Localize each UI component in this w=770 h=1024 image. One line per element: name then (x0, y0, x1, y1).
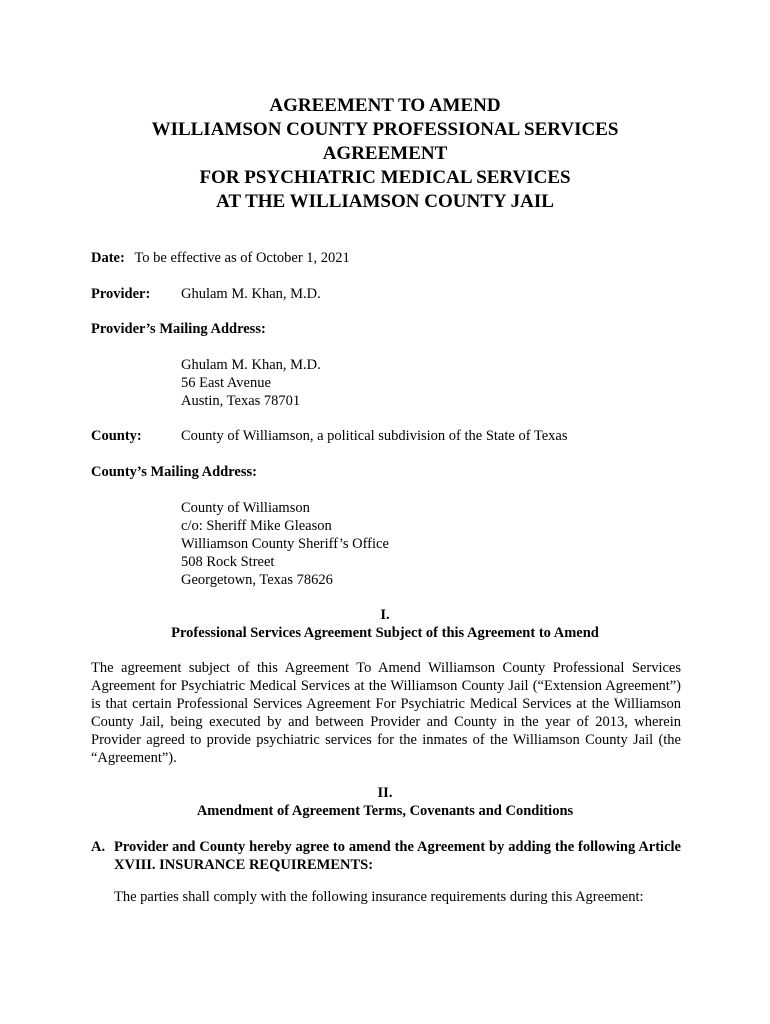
provider-address-line: Ghulam M. Khan, M.D. (181, 357, 321, 373)
title-line-2: WILLIAMSON COUNTY PROFESSIONAL SERVICES (151, 119, 619, 140)
county-address-line: 508 Rock Street (181, 554, 275, 570)
section-2-number: II. (377, 785, 393, 801)
county-address (181, 499, 389, 589)
date-label: Date: (91, 250, 125, 266)
provider-mailing-label: Provider’s Mailing Address: (91, 321, 266, 337)
item-a-followup: The parties shall comply with the following insurance requirements during this Agreement: (114, 889, 644, 905)
section-1-heading: Professional Services Agreement Subject of this Agreement to Amend (171, 625, 599, 641)
county-address-line: Williamson County Sheriff’s Office (181, 536, 389, 552)
provider-label: Provider: (91, 286, 151, 302)
county-value: County of Williamson, a political subdivision of the State of Texas (181, 428, 568, 444)
item-a (91, 838, 681, 874)
item-a-text: Provider and County hereby agree to amend the Agreement by adding the following Article XVIII. INSURANCE REQUIREMENTS: (114, 839, 681, 873)
date-row (91, 249, 350, 267)
provider-address-line: 56 East Avenue (181, 375, 271, 391)
title-line-4: FOR PSYCHIATRIC MEDICAL SERVICES (199, 167, 571, 188)
section-2-header (0, 784, 770, 820)
section-1-header (0, 606, 770, 642)
county-address-line: c/o: Sheriff Mike Gleason (181, 518, 332, 534)
provider-address (181, 356, 321, 410)
title-line-5: AT THE WILLIAMSON COUNTY JAIL (216, 191, 554, 212)
provider-address-line: Austin, Texas 78701 (181, 393, 301, 409)
section-1-number: I. (380, 607, 390, 623)
section-1-body: The agreement subject of this Agreement To Amend Williamson County Professional Services Agreement for Psychiatric Medical Services at the Williamson County Jail (“Extension Agreement”) is that certain Professional Services Agreement For Psychiatric Medical Services at the Williamson County Jail, being executed by and between Provider and County in the year of 2013, wherein Provider agreed to provide psychiatric services for the inmates of the Williamson County Jail (the “Agreement”). (91, 660, 681, 766)
county-label: County: (91, 428, 142, 444)
document-title (0, 94, 770, 214)
item-a-marker: A. (91, 839, 106, 855)
provider-value: Ghulam M. Khan, M.D. (181, 286, 321, 302)
date-value: To be effective as of October 1, 2021 (134, 250, 350, 266)
title-line-3: AGREEMENT (322, 143, 448, 164)
section-2-heading: Amendment of Agreement Terms, Covenants and Conditions (196, 803, 574, 819)
county-address-line: Georgetown, Texas 78626 (181, 572, 333, 588)
county-mailing-label: County’s Mailing Address: (91, 464, 257, 480)
title-line-1: AGREEMENT TO AMEND (269, 95, 501, 116)
county-address-line: County of Williamson (181, 500, 310, 516)
